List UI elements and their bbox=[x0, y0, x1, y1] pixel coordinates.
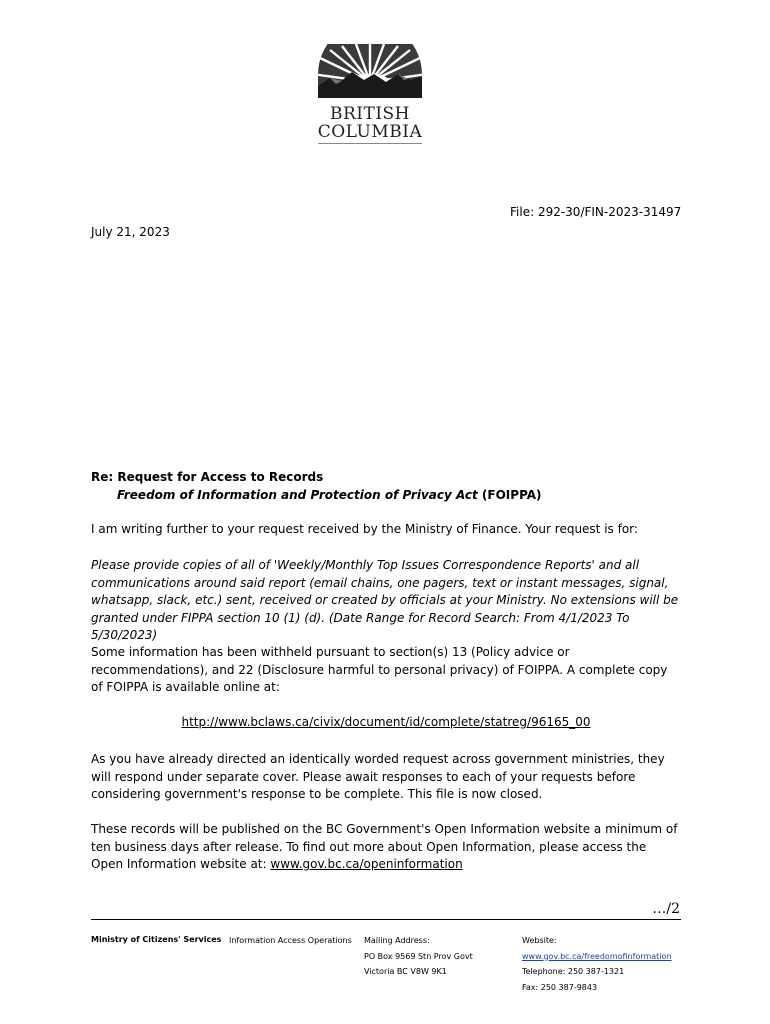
file-reference: File: 292-30/FIN-2023-31497 bbox=[510, 205, 682, 219]
paragraph-open-information bbox=[91, 821, 681, 874]
act-abbreviation: (FOIPPA) bbox=[477, 487, 542, 502]
subject-block bbox=[91, 469, 681, 504]
footer-department: Information Access Operations bbox=[229, 936, 352, 945]
paragraph-other-ministries: As you have already directed an identically worded request across government ministries, they will respond under separate cover. Please await responses to each of your requests before considering government's response to be complete. This file is now closed. bbox=[91, 752, 665, 802]
footer-contact bbox=[522, 933, 672, 995]
mailing-line-1: PO Box 9569 Stn Prov Govt bbox=[364, 951, 473, 961]
foippa-link-row bbox=[91, 715, 681, 729]
foippa-link[interactable]: http://www.bclaws.ca/civix/document/id/complete/statreg/96165_00 bbox=[181, 715, 591, 729]
paragraph-intro: I am writing further to your request received by the Ministry of Finance. Your request is for: bbox=[91, 522, 638, 536]
subject-act bbox=[91, 487, 681, 505]
paragraph-withheld: Some information has been withheld pursuant to section(s) 13 (Policy advice or recommendations), and 22 (Disclosure harmful to personal privacy) of FOIPPA. A complete copy of FOIPPA is available online at: bbox=[91, 645, 668, 695]
bc-logo bbox=[312, 44, 428, 148]
subject-line: Re: Request for Access to Records bbox=[91, 470, 324, 484]
open-info-link[interactable]: www.gov.bc.ca/openinformation bbox=[270, 857, 463, 872]
fax: Fax: 250 387-9843 bbox=[522, 982, 598, 992]
footer-ministry: Ministry of Citizens' Services bbox=[91, 935, 222, 944]
footer-mailing bbox=[364, 933, 473, 980]
footer-divider bbox=[91, 919, 681, 920]
sun-mountain-icon bbox=[312, 44, 428, 104]
letter-date: July 21, 2023 bbox=[91, 225, 170, 239]
act-name: Freedom of Information and Protection of Privacy Act bbox=[117, 487, 478, 502]
logo-line-columbia: COLUMBIA bbox=[317, 122, 423, 142]
logo-rule bbox=[318, 143, 422, 144]
website-link[interactable]: www.gov.bc.ca/freedomofinformation bbox=[522, 951, 672, 961]
open-info-text: These records will be published on the BC Government's Open Information website a minimum of ten business days after release. To find out more about Open Information, please access the Open Information website at: bbox=[91, 822, 678, 872]
paragraph-request-text: Please provide copies of all of 'Weekly/Monthly Top Issues Correspondence Reports' and all communications around said report (email chains, one pagers, text or instant messages, signal, whatsapp, slack, etc.) sent, received or created by officials at your Ministry. No extensions will be granted under FIPPA section 10 (1) (d). (Date Range for Record Search: From 4/1/2023 To 5/30/2023) bbox=[91, 558, 679, 643]
logo-line-british: BRITISH bbox=[329, 104, 411, 124]
page-continuation: …/2 bbox=[652, 901, 680, 917]
mailing-line-2: Victoria BC V8W 9K1 bbox=[364, 967, 447, 976]
website-label: Website: bbox=[522, 936, 557, 945]
mailing-label: Mailing Address: bbox=[364, 936, 430, 945]
telephone: Telephone: 250 387-1321 bbox=[522, 967, 625, 976]
